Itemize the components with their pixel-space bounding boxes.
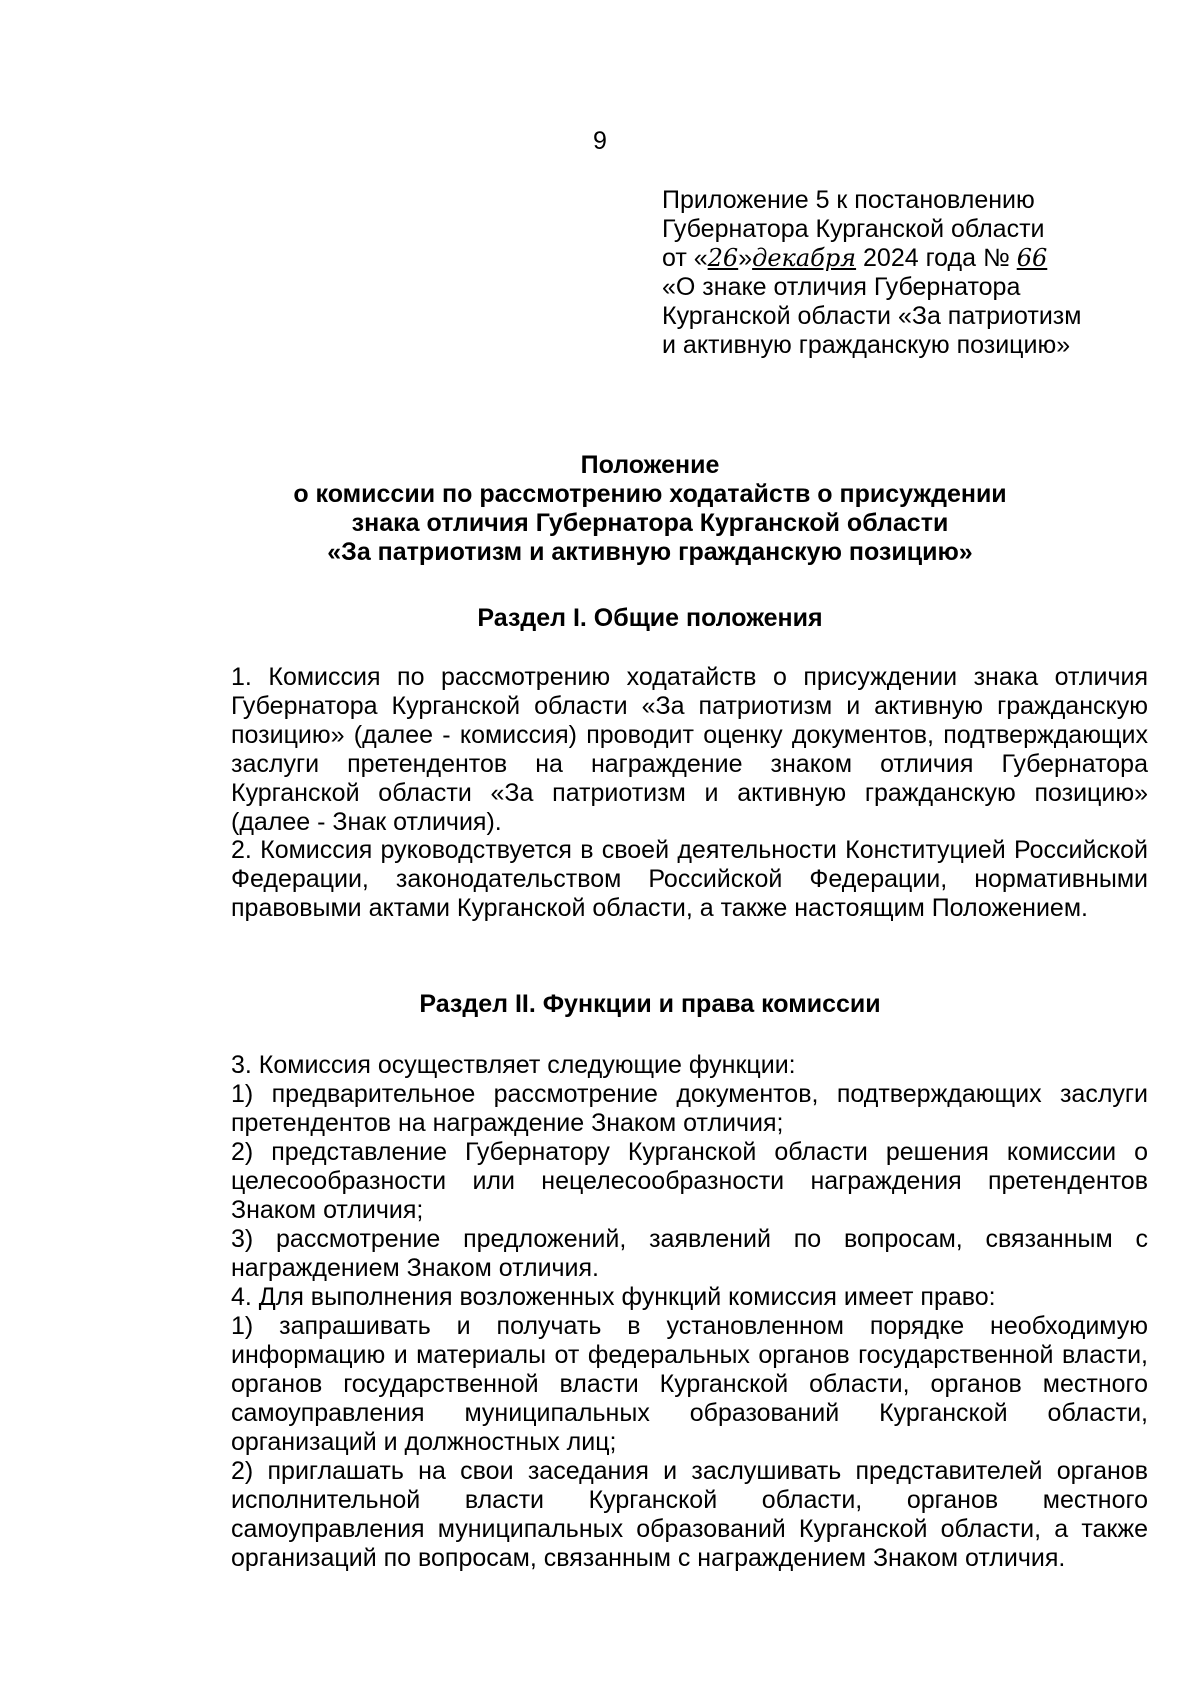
paragraph-4: 4. Для выполнения возложенных функций комиссия имеет право: bbox=[231, 1283, 996, 1311]
appendix-line-5: Курганской области «За патриотизм bbox=[662, 302, 1082, 330]
paragraph-4-1: 1) запрашивать и получать в установленном порядке необходимую информацию и материалы от федеральных органов государственной власти, органов государственной власти Курганской области, органов местного самоуправления муниципальных образований Курганской области, организаций и должностных лиц; bbox=[231, 1312, 1148, 1456]
appendix-line-6: и активную гражданскую позицию» bbox=[662, 331, 1071, 359]
title-line-1: Положение bbox=[580, 451, 720, 479]
paragraph-2: 2. Комиссия руководствуется в своей деятельности Конституцией Российской Федерации, законодательством Российской Федерации, нормативными правовыми актами Курганской области, а также настоящим Положением. bbox=[231, 836, 1148, 922]
paragraph-1: 1. Комиссия по рассмотрению ходатайств о присуждении знака отличия Губернатора Курганской области «За патриотизм и активную гражданскую позицию» (далее - комиссия) проводит оценку документов, подтверждающих заслуги претендентов на награждение знаком отличия Губернатора Курганской области «За патриотизм и активную гражданскую позицию» (далее - Знак отличия). bbox=[231, 663, 1148, 836]
appendix-line-1: Приложение 5 к постановлению bbox=[662, 186, 1035, 214]
page-number: 9 bbox=[593, 127, 607, 155]
title-line-2: о комиссии по рассмотрению ходатайств о присуждении bbox=[293, 480, 1007, 508]
appendix-block bbox=[662, 186, 1162, 360]
paragraph-3: 3. Комиссия осуществляет следующие функции: bbox=[231, 1051, 796, 1079]
date-prefix: от « bbox=[662, 244, 708, 272]
appendix-line-4: «О знаке отличия Губернатора bbox=[662, 273, 1021, 301]
appendix-date-line bbox=[662, 244, 1162, 273]
handwritten-month: декабря bbox=[752, 244, 857, 272]
title-line-4: «За патриотизм и активную гражданскую позицию» bbox=[327, 538, 973, 566]
handwritten-day: 26 bbox=[707, 244, 739, 272]
appendix-line-2: Губернатора Курганской области bbox=[662, 215, 1045, 243]
paragraph-4-2: 2) приглашать на свои заседания и заслушивать представителей органов исполнительной власти Курганской области, органов местного самоуправления муниципальных образований Курганской области, а также организаций по вопросам, связанным с награждением Знаком отличия. bbox=[231, 1457, 1148, 1572]
handwritten-doc-number: 66 bbox=[1016, 244, 1048, 272]
paragraph-3-3: 3) рассмотрение предложений, заявлений по вопросам, связанным с награждением Знаком отличия. bbox=[231, 1225, 1148, 1282]
document-title bbox=[100, 451, 1200, 567]
date-year: 2024 года № bbox=[856, 244, 1017, 272]
section-2-body bbox=[152, 1051, 1148, 1573]
section-1-body-2 bbox=[152, 836, 1148, 923]
section-2-heading: Раздел II. Функции и права комиссии bbox=[419, 990, 881, 1018]
title-line-3: знака отличия Губернатора Курганской области bbox=[351, 509, 949, 537]
paragraph-3-1: 1) предварительное рассмотрение документов, подтверждающих заслуги претендентов на награждение Знаком отличия; bbox=[231, 1080, 1148, 1137]
section-1-body bbox=[152, 663, 1148, 837]
paragraph-3-2: 2) представление Губернатору Курганской области решения комиссии о целесообразности или нецелесообразности награждения претендентов Знаком отличия; bbox=[231, 1138, 1148, 1224]
date-mid: » bbox=[738, 244, 753, 272]
section-1-heading: Раздел I. Общие положения bbox=[477, 604, 823, 632]
